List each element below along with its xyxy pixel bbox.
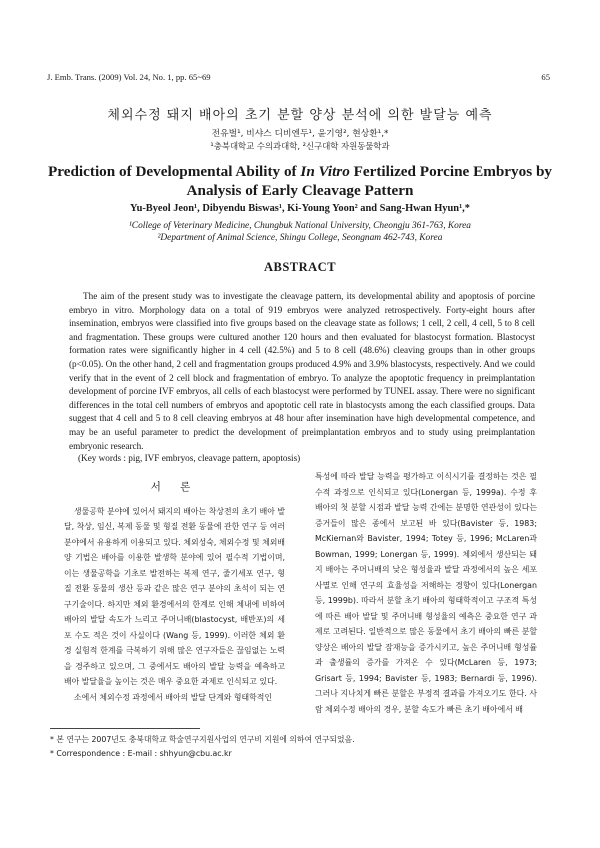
section-heading-introduction: 서 론 [150, 481, 199, 493]
title-part1: Prediction of Developmental Ability of [48, 163, 301, 180]
body-paragraph: 소에서 체외수정 과정에서 배아의 발달 단계와 형태학적인 [74, 692, 272, 702]
korean-affiliation: ¹충북대학교 수의과대학, ²신구대학 자원동물학과 [210, 141, 390, 151]
funding-footnote: * 본 연구는 2007년도 충북대학교 학술연구지원사업의 연구비 지원에 의하여 연구되었음. [50, 735, 355, 744]
affiliation-1: ¹College of Veterinary Medicine, Chungbuk National University, Cheongju 361-763, Korea [129, 221, 471, 231]
keywords: (Key words : pig, IVF embryos, cleavage pattern, apoptosis) [78, 453, 301, 463]
korean-authors: 전유벌¹, 비샤스 디비엔두¹, 윤기영², 현상환¹,* [211, 129, 389, 139]
abstract-heading: ABSTRACT [263, 260, 337, 274]
page-number: 65 [541, 72, 550, 82]
abstract-text: The aim of the present study was to investigate the cleavage pattern, its developmental ability and apoptosis of porcine embryo in vitro. Morphology data on a total of 919 embryos were analyzed retrospectively. Forty-eight hours after insemination, embryos were classified into five groups based on the cleavage state as follows; 1 cell, 2 cell, 4 cell, 5 to 8 cell and fragmentation. These groups were cultured another 120 hours and then evaluated for blastocyst formation. Blastocyst formation rates were significantly higher in 4 cell (42.5%) and 5 to 8 cell (48.6%) cleaving groups than in other groups (p<0.05). On the other hand, 2 cell and fragmentation groups produced 4.9% and 3.9% blastocysts, respectively. And we could verify that in the event of 2 cell block and fragmentation of embryo. To analyze the apoptotic frequency in preimplantation development of porcine IVF embryos, all cells of each blastocyst were performed by TUNEL assay. There were no significant differences in the total cell numbers of embryos and apoptotic cell rate in blastocysts among the each classified groups. Data suggest that 4 cell and 5 to 8 cell cleaving embryos at 48 hour after insemination have high developmental competence, and may be an useful parameter to predict the development of preimplantation embryos and to study using preimplantation embryonic research. [69, 291, 535, 451]
english-title [40, 162, 560, 200]
korean-title: 체외수정 돼지 배아의 초기 분할 양상 분석에 의한 발달능 예측 [107, 108, 493, 123]
affiliation-2: ²Department of Animal Science, Shingu College, Seongnam 462-743, Korea [157, 233, 443, 243]
english-affiliations [0, 220, 600, 244]
title-italic: In Vitro [300, 163, 350, 180]
body-left-column [64, 480, 285, 705]
english-authors: Yu-Byeol Jeon¹, Dibyendu Biswas¹, Ki-Young Yoon² and Sang-Hwan Hyun¹,* [130, 203, 470, 214]
body-paragraph: 특성에 따라 발달 능력을 평가하고 이식시기를 결정하는 것은 필수적 과정으로 인식되고 있다(Lonergan 등, 1999a). 수정 후 배아의 첫 분할 시점과 발달 능력 간에는 분명한 연관성이 있다는 증거들이 많은 종에서 보고된 바 있다(Bavister 등, 1983; McKiernan와 Bavister, 1994; Totey 등, 1996; McLaren과 Bowman, 1999; Lonergan 등, 1999). 체외에서 생산되는 돼지 배아는 주머니배의 낮은 형성율과 발달 과정에서의 높은 세포사멸로 인해 연구의 효율성을 저해하는 경향이 있다(Lonergan 등, 1999b). 따라서 분할 초기 배아의 형태학적이고 구조적 특성에 따른 배아 발달 및 주머니배 형성율의 예측은 중요한 연구 과제로 고려된다. 일반적으로 많은 동물에서 초기 배아의 빠른 분할 양상은 배아의 발달 잠재능을 증가시키고, 높은 주머니배 형성률과 출생률의 증가를 가져온 수 있다(McLaren 등, 1973; Grisart 등, 1994; Bavister 등, 1983; Bernardi 등, 1996). 그러나 지나치게 빠른 분할은 부정적 결과를 가져오기도 한다. 사람 체외수정 배아의 경우, 분할 속도가 빠른 초기 배아에서 배 [315, 472, 537, 714]
body-right-column [315, 469, 537, 717]
title-part2: Fertilized Porcine Embryos by Analysis of Early Cleavage Pattern [186, 163, 552, 199]
correspondence-footnote: * Correspondence : E-mail : shhyun@cbu.ac.kr [50, 749, 232, 758]
body-paragraph: 생물공학 분야에 있어서 돼지의 배아는 착상전의 초기 배아 발달, 착상, 임신, 복제 동물 및 형질 전환 동물에 관한 연구 등 여러 분야에서 유용하게 이용되고 있다. 체외성숙, 체외수정 및 체외배양 기법은 배아를 이용한 발생학 분야에 있어 필수적 기법이며, 이는 생물공학을 기초로 발전하는 복제 연구, 줄기세포 연구, 형질 전환 동물의 생산 등과 같은 많은 연구 분야의 초석이 되는 연구기술이다. 하지만 체외 환경에서의 한계로 인해 체내에 비하여 배아의 발달 속도가 느리고 주머니배(blastocyst, 배반포)의 세포 수도 적은 것이 사실이다 (Wang 등, 1999). 이러한 체외 환경 실험적 한계를 극복하기 위해 많은 연구자들은 끊임없는 노력을 경주하고 있으며, 그 중에서도 배아의 발달 능력을 예측하고 배아 발달율을 높이는 것은 매우 중요한 과제로 인식되고 있다. [64, 506, 285, 686]
running-header [47, 72, 550, 82]
footnote-divider [50, 728, 200, 729]
journal-citation: J. Emb. Trans. (2009) Vol. 24, No. 1, pp. 65~69 [47, 72, 211, 82]
